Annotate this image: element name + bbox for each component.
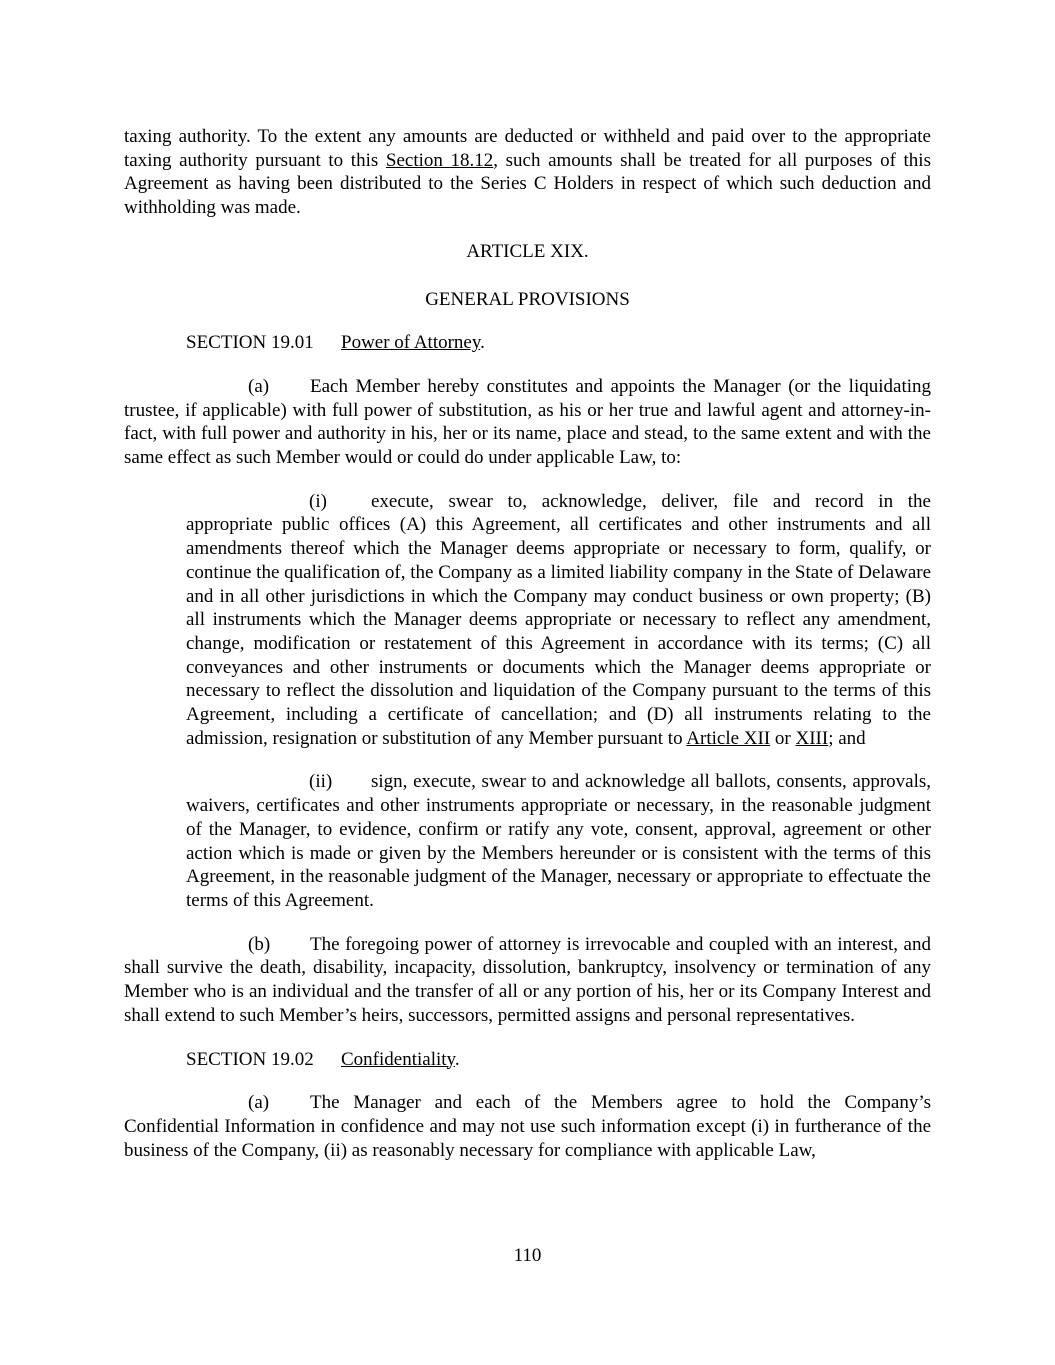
article-xiii-reference: XIII	[795, 727, 829, 749]
article-number: ARTICLE XIX.	[466, 240, 589, 262]
section-19-01-title: Power of Attorney	[341, 332, 481, 354]
section-19-01-heading: SECTION 19.01 Power of Attorney.	[186, 332, 485, 354]
section-19-01-para-ii: (ii) sign, execute, swear to and acknowledge all ballots, consents, approvals, waivers, certificates and other instruments appropriate or necessary, in the reasonable judgment of the Manager, to evidence, confirm or ratify any vote, consent, approval, agreement or other action which is made or given by the Members hereunder or is consistent with the terms of this Agreement, in the reasonable judgment of the Manager, necessary or appropriate to effectuate the terms of this Agreement.	[186, 771, 931, 911]
section-19-01-para-a: (a) Each Member hereby constitutes and appoints the Manager (or the liquidating trustee, if applicable) with full power of substitution, as his or her true and lawful agent and attorney-in-fact, with full power and authority in his, her or its name, place and stead, to the same extent and with the same effect as such Member would or could do under applicable Law, to:	[124, 375, 931, 469]
section-19-02-heading: SECTION 19.02 Confidentiality.	[186, 1048, 460, 1070]
intro-paragraph: taxing authority. To the extent any amounts are deducted or withheld and paid over to the appropriate taxing authority pursuant to this Section 18.12, such amounts shall be treated for all purposes of this Agreement as having been distributed to the Series C Holders in respect of which such deduction and withholding was made.	[124, 126, 931, 219]
page-number: 110	[513, 1245, 542, 1266]
section-19-01-para-i: (i) execute, swear to, acknowledge, deliver, file and record in the appropriate public offices (A) this Agreement, all certificates and other instruments and all amendments thereof which the Manager deems appropriate or necessary to form, qualify, or continue the qualification of, the Company as a limited liability company in the State of Delaware and in all other jurisdictions in which the Company may conduct business or own property; (B) all instruments which the Manager deems appropriate or necessary to reflect any amendment, change, modification or restatement of this Agreement in accordance with its terms; (C) all conveyances and other instruments or documents which the Manager deems appropriate or necessary to reflect the dissolution and liquidation of the Company pursuant to the terms of this Agreement, including a certificate of cancellation; and (D) all instruments relating to the admission, resignation or substitution of any Member pursuant to Article XII or XIII; and	[186, 490, 932, 749]
article-xii-reference: Article XII	[686, 727, 771, 749]
article-title: GENERAL PROVISIONS	[425, 288, 630, 310]
section-19-01-para-b: (b) The foregoing power of attorney is irrevocable and coupled with an interest, and shall survive the death, disability, incapacity, dissolution, bankruptcy, insolvency or termination of any Member who is an individual and the transfer of all or any portion of his, her or its Company Interest and shall extend to such Member’s heirs, successors, permitted assigns and personal representatives.	[124, 933, 931, 1026]
section-19-02-para-a: (a) The Manager and each of the Members agree to hold the Company’s Confidential Information in confidence and may not use such information except (i) in furtherance of the business of the Company, (ii) as reasonably necessary for compliance with applicable Law,	[124, 1092, 931, 1161]
document-page	[124, 125, 931, 1162]
section-19-02-title: Confidentiality	[341, 1048, 455, 1070]
section-18-12-reference: Section 18.12	[385, 149, 494, 171]
